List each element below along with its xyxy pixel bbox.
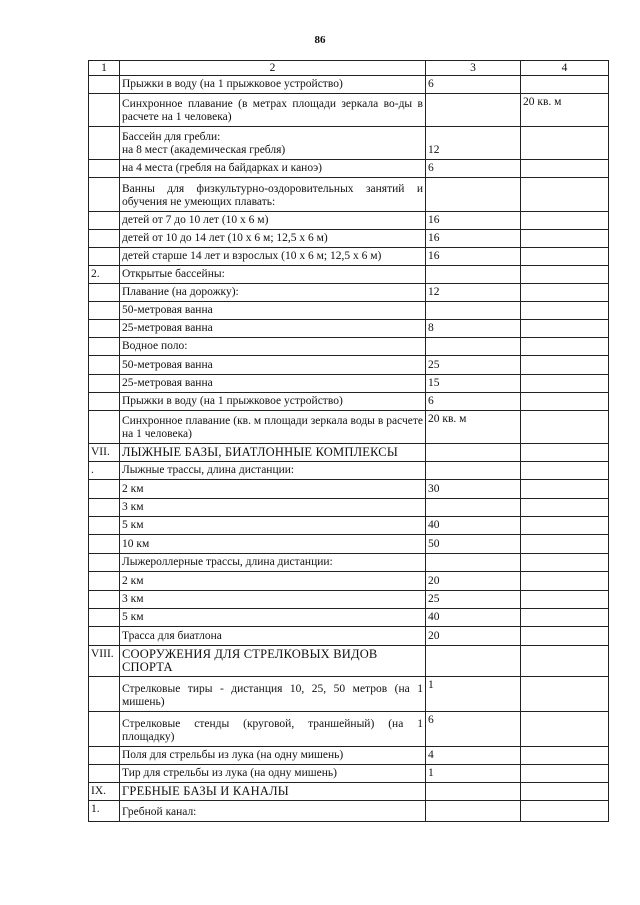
cell-c1 xyxy=(89,480,120,499)
table-row xyxy=(89,554,609,572)
table-row xyxy=(89,517,609,535)
table-row xyxy=(89,411,609,444)
cell-c1 xyxy=(89,127,120,160)
cell-c3 xyxy=(426,783,521,801)
cell-c1: VIII. xyxy=(89,646,120,677)
cell-c1 xyxy=(89,356,120,375)
cell-c2: Лыжероллерные трассы, длина дистанции: xyxy=(120,554,426,572)
cell-c4 xyxy=(521,411,609,444)
cell-c4 xyxy=(521,499,609,517)
cell-c3 xyxy=(426,462,521,480)
table-header-row xyxy=(89,61,609,76)
cell-c1 xyxy=(89,535,120,554)
table-row xyxy=(89,499,609,517)
cell-c4 xyxy=(521,517,609,535)
cell-c3: 8 xyxy=(426,320,521,338)
table-row xyxy=(89,127,609,160)
cell-c1 xyxy=(89,160,120,178)
table-row xyxy=(89,338,609,356)
cell-c4 xyxy=(521,356,609,375)
cell-c3 xyxy=(426,338,521,356)
cell-c4 xyxy=(521,178,609,212)
table-row xyxy=(89,535,609,554)
cell-c4 xyxy=(521,160,609,178)
cell-c1 xyxy=(89,765,120,783)
cell-c1 xyxy=(89,517,120,535)
cell-c3 xyxy=(426,444,521,462)
cell-c1 xyxy=(89,712,120,747)
table-row xyxy=(89,302,609,320)
cell-c4 xyxy=(521,462,609,480)
cell-c2: Синхронное плавание (кв. м площади зеркала воды в расчете на 1 человека) xyxy=(120,411,426,444)
cell-c2: 25-метровая ванна xyxy=(120,375,426,393)
cell-c3: 6 xyxy=(426,712,521,747)
cell-c2: детей старше 14 лет и взрослых (10 х 6 м; 12,5 х 6 м) xyxy=(120,248,426,266)
cell-c4 xyxy=(521,375,609,393)
cell-c2: Бассейн для гребли: на 8 мест (академическая гребля) xyxy=(120,127,426,160)
cell-c3: 40 xyxy=(426,517,521,535)
cell-c1 xyxy=(89,338,120,356)
table-row xyxy=(89,591,609,609)
table-row xyxy=(89,160,609,178)
cell-c3: 16 xyxy=(426,248,521,266)
cell-c3: 15 xyxy=(426,375,521,393)
cell-c4 xyxy=(521,801,609,822)
cell-c2: детей от 10 до 14 лет (10 х 6 м; 12,5 х 6 м) xyxy=(120,230,426,248)
cell-c2: Плавание (на дорожку): xyxy=(120,284,426,302)
cell-c4 xyxy=(521,535,609,554)
cell-c1 xyxy=(89,591,120,609)
cell-c3: 25 xyxy=(426,591,521,609)
cell-c2: 5 км xyxy=(120,609,426,627)
cell-c2: 3 км xyxy=(120,499,426,517)
cell-c4 xyxy=(521,212,609,230)
cell-c1 xyxy=(89,284,120,302)
column-header-2: 2 xyxy=(120,61,426,76)
cell-c2: детей от 7 до 10 лет (10 х 6 м) xyxy=(120,212,426,230)
cell-c4 xyxy=(521,127,609,160)
cell-c2: Водное поло: xyxy=(120,338,426,356)
table-row xyxy=(89,284,609,302)
cell-c4 xyxy=(521,320,609,338)
cell-c4 xyxy=(521,677,609,712)
page-number: 86 xyxy=(314,34,326,46)
cell-c3 xyxy=(426,499,521,517)
cell-c3: 20 xyxy=(426,627,521,646)
cell-c1 xyxy=(89,320,120,338)
cell-c2: Стрелковые тиры - дистанция 10, 25, 50 метров (на 1 мишень) xyxy=(120,677,426,712)
cell-c1 xyxy=(89,212,120,230)
table-row xyxy=(89,212,609,230)
cell-c4 xyxy=(521,248,609,266)
cell-c1 xyxy=(89,178,120,212)
cell-c1 xyxy=(89,554,120,572)
cell-c4 xyxy=(521,572,609,591)
table-row xyxy=(89,765,609,783)
cell-c4 xyxy=(521,646,609,677)
cell-c4 xyxy=(521,747,609,765)
cell-c3: 30 xyxy=(426,480,521,499)
table-body xyxy=(89,76,609,822)
cell-c4 xyxy=(521,783,609,801)
cell-c3: 20 xyxy=(426,572,521,591)
cell-c1 xyxy=(89,94,120,127)
cell-c2: 5 км xyxy=(120,517,426,535)
table-row xyxy=(89,646,609,677)
table-row xyxy=(89,94,609,127)
cell-c3: 16 xyxy=(426,212,521,230)
table-row xyxy=(89,356,609,375)
cell-c1 xyxy=(89,76,120,94)
cell-c1: VII. xyxy=(89,444,120,462)
table-row xyxy=(89,712,609,747)
cell-c4 xyxy=(521,284,609,302)
cell-c3: 40 xyxy=(426,609,521,627)
cell-c3: 25 xyxy=(426,356,521,375)
cell-c1 xyxy=(89,411,120,444)
cell-c4 xyxy=(521,302,609,320)
cell-c4 xyxy=(521,712,609,747)
cell-c4 xyxy=(521,230,609,248)
cell-c3: 6 xyxy=(426,76,521,94)
cell-c4 xyxy=(521,444,609,462)
cell-c2: на 4 места (гребля на байдарках и каноэ) xyxy=(120,160,426,178)
table-row xyxy=(89,178,609,212)
cell-c2: Гребной канал: xyxy=(120,801,426,822)
table-row xyxy=(89,266,609,284)
cell-c3 xyxy=(426,94,521,127)
cell-c3: 50 xyxy=(426,535,521,554)
table-row xyxy=(89,248,609,266)
table-row xyxy=(89,375,609,393)
cell-c2: 2 км xyxy=(120,572,426,591)
cell-c3 xyxy=(426,266,521,284)
cell-c1: 2. xyxy=(89,266,120,284)
cell-c2: 50-метровая ванна xyxy=(120,302,426,320)
cell-c2: Прыжки в воду (на 1 прыжковое устройство) xyxy=(120,393,426,411)
cell-c2: Синхронное плавание (в метрах площади зеркала во-ды в расчете на 1 человека) xyxy=(120,94,426,127)
cell-c3: 6 xyxy=(426,393,521,411)
cell-c2: Прыжки в воду (на 1 прыжковое устройство) xyxy=(120,76,426,94)
cell-c4 xyxy=(521,591,609,609)
cell-c3 xyxy=(426,801,521,822)
cell-c3: 12 xyxy=(426,127,521,160)
cell-c2: Тир для стрельбы из лука (на одну мишень) xyxy=(120,765,426,783)
cell-c1 xyxy=(89,499,120,517)
cell-c1 xyxy=(89,393,120,411)
cell-c3: 16 xyxy=(426,230,521,248)
cell-c3: 6 xyxy=(426,160,521,178)
cell-c4 xyxy=(521,554,609,572)
table-row xyxy=(89,783,609,801)
cell-c2: Поля для стрельбы из лука (на одну мишень) xyxy=(120,747,426,765)
column-header-4: 4 xyxy=(521,61,609,76)
cell-c3 xyxy=(426,178,521,212)
cell-c2: ГРЕБНЫЕ БАЗЫ И КАНАЛЫ xyxy=(120,783,426,801)
column-header-1: 1 xyxy=(89,61,120,76)
cell-c3: 1 xyxy=(426,765,521,783)
cell-c2: 50-метровая ванна xyxy=(120,356,426,375)
cell-c4 xyxy=(521,393,609,411)
cell-c1 xyxy=(89,609,120,627)
table-row xyxy=(89,677,609,712)
table-row xyxy=(89,230,609,248)
cell-c2: 2 км xyxy=(120,480,426,499)
cell-c1 xyxy=(89,375,120,393)
cell-c2: Трасса для биатлона xyxy=(120,627,426,646)
table-row xyxy=(89,801,609,822)
cell-c4 xyxy=(521,76,609,94)
cell-c1 xyxy=(89,677,120,712)
table-row xyxy=(89,462,609,480)
cell-c2: ЛЫЖНЫЕ БАЗЫ, БИАТЛОННЫЕ КОМПЛЕКСЫ xyxy=(120,444,426,462)
cell-c3 xyxy=(426,302,521,320)
cell-c4 xyxy=(521,266,609,284)
cell-c4: 20 кв. м xyxy=(521,94,609,127)
cell-c1 xyxy=(89,230,120,248)
cell-c1 xyxy=(89,627,120,646)
cell-c3: 20 кв. м xyxy=(426,411,521,444)
cell-c4 xyxy=(521,627,609,646)
cell-c1: IX. xyxy=(89,783,120,801)
table-row xyxy=(89,627,609,646)
cell-c2: Стрелковые стенды (круговой, траншейный) (на 1 площадку) xyxy=(120,712,426,747)
cell-c1: 1. xyxy=(89,801,120,822)
table-row xyxy=(89,609,609,627)
cell-c1 xyxy=(89,572,120,591)
cell-c2: СООРУЖЕНИЯ ДЛЯ СТРЕЛКОВЫХ ВИДОВ СПОРТА xyxy=(120,646,426,677)
table-row xyxy=(89,572,609,591)
cell-c2: 10 км xyxy=(120,535,426,554)
cell-c1 xyxy=(89,747,120,765)
cell-c4 xyxy=(521,609,609,627)
cell-c1: . xyxy=(89,462,120,480)
cell-c3: 4 xyxy=(426,747,521,765)
cell-c3 xyxy=(426,646,521,677)
table-row xyxy=(89,76,609,94)
table-row xyxy=(89,393,609,411)
table-row xyxy=(89,480,609,499)
cell-c2: 3 км xyxy=(120,591,426,609)
cell-c2: Ванны для физкультурно-оздоровительных занятий и обучения не умеющих плавать: xyxy=(120,178,426,212)
column-header-3: 3 xyxy=(426,61,521,76)
cell-c4 xyxy=(521,765,609,783)
cell-c1 xyxy=(89,302,120,320)
cell-c3: 12 xyxy=(426,284,521,302)
cell-c3: 1 xyxy=(426,677,521,712)
table-row xyxy=(89,444,609,462)
table-row xyxy=(89,320,609,338)
cell-c2: Лыжные трассы, длина дистанции: xyxy=(120,462,426,480)
table-row xyxy=(89,747,609,765)
cell-c4 xyxy=(521,338,609,356)
norms-table xyxy=(88,60,609,822)
cell-c2: Открытые бассейны: xyxy=(120,266,426,284)
cell-c2: 25-метровая ванна xyxy=(120,320,426,338)
cell-c1 xyxy=(89,248,120,266)
cell-c3 xyxy=(426,554,521,572)
cell-c4 xyxy=(521,480,609,499)
